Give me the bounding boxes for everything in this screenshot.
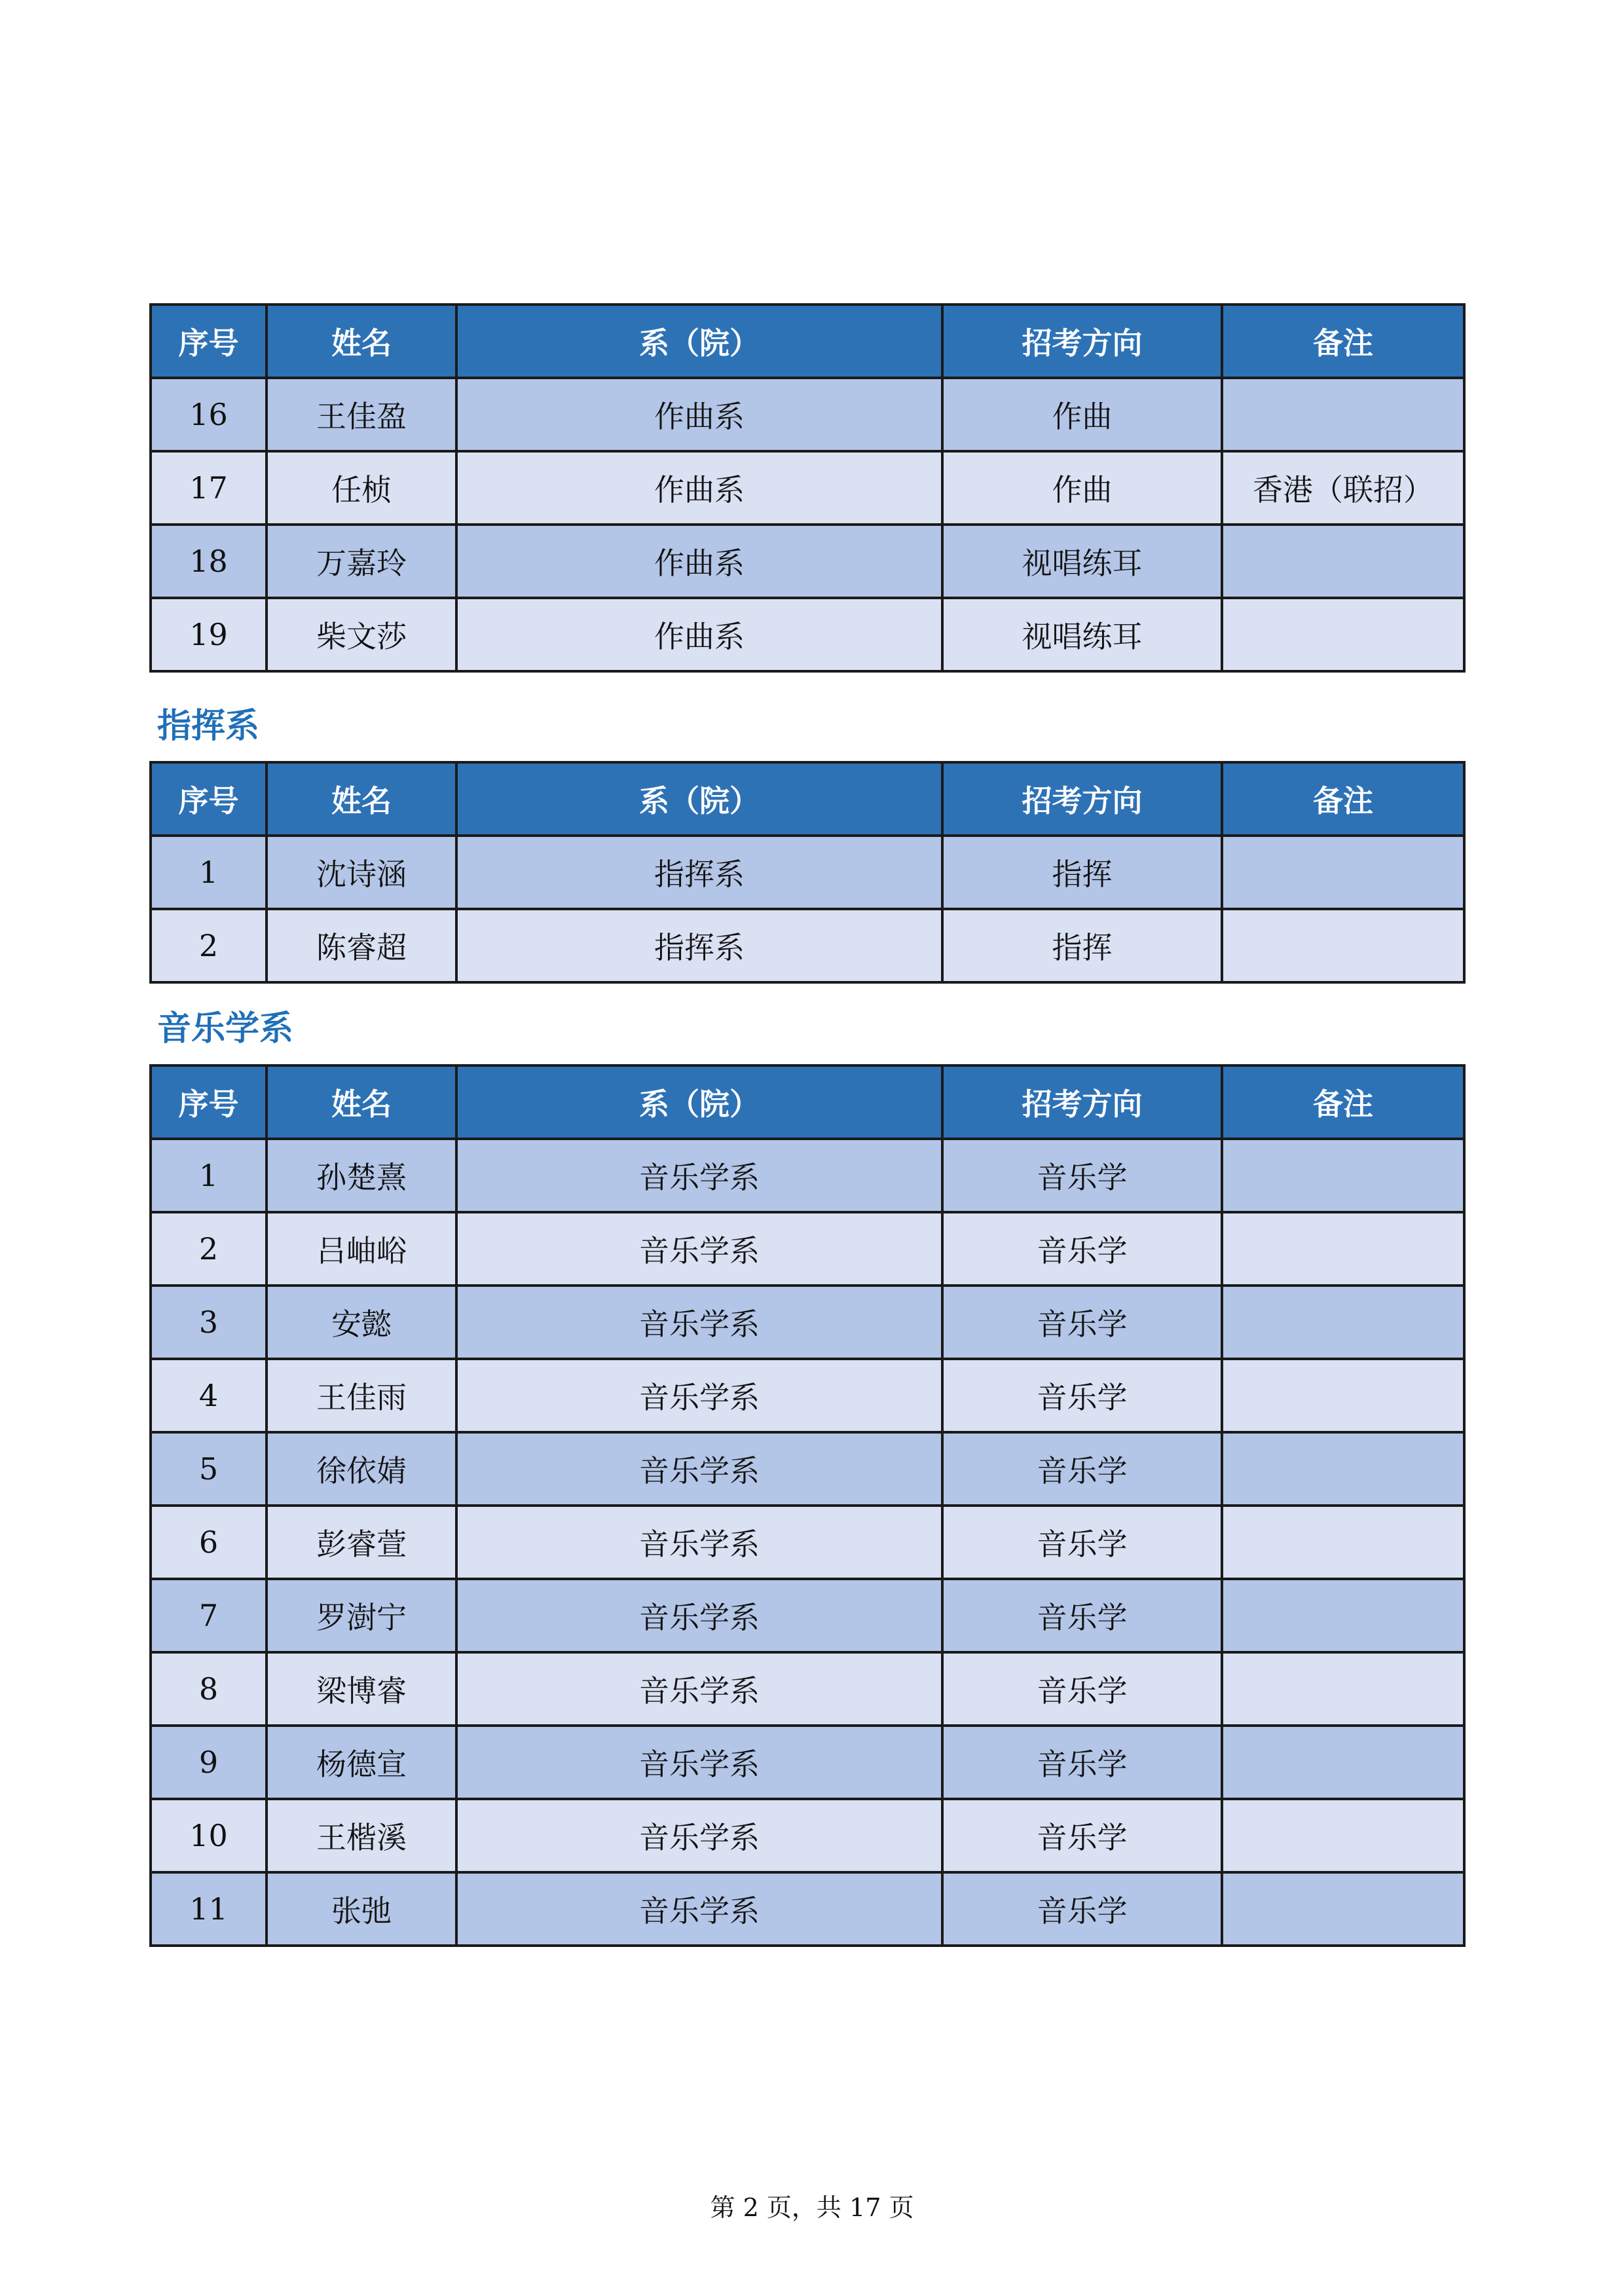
cell-department: 作曲系 (456, 525, 942, 598)
cell-direction: 作曲 (942, 451, 1222, 525)
cell-name: 徐依婧 (267, 1432, 456, 1506)
col-header-name: 姓名 (267, 762, 456, 836)
col-header-name: 姓名 (267, 1065, 456, 1139)
footer-suffix: 页 (889, 2193, 914, 2222)
composition-dept-table (149, 303, 1466, 673)
table-row (151, 1139, 1464, 1212)
table-row (151, 1359, 1464, 1432)
cell-index: 19 (151, 598, 267, 671)
table-row (151, 1212, 1464, 1286)
cell-index: 17 (151, 451, 267, 525)
cell-department: 音乐学系 (456, 1799, 942, 1872)
cell-direction: 音乐学 (942, 1506, 1222, 1579)
footer-prefix: 第 (710, 2193, 735, 2222)
cell-direction: 指挥 (942, 836, 1222, 909)
cell-name: 任桢 (267, 451, 456, 525)
cell-name: 彭睿萱 (267, 1506, 456, 1579)
cell-remarks (1222, 1506, 1464, 1579)
cell-name: 梁博睿 (267, 1652, 456, 1726)
cell-index: 7 (151, 1579, 267, 1652)
section-title-musicology: 音乐学系 (157, 1009, 294, 1048)
cell-name: 孙楚熹 (267, 1139, 456, 1212)
cell-name: 张弛 (267, 1872, 456, 1946)
cell-department: 音乐学系 (456, 1872, 942, 1946)
cell-remarks (1222, 909, 1464, 982)
cell-direction: 视唱练耳 (942, 525, 1222, 598)
cell-name: 安懿 (267, 1286, 456, 1359)
cell-remarks (1222, 1139, 1464, 1212)
cell-remarks (1222, 1359, 1464, 1432)
col-header-index: 序号 (151, 762, 267, 836)
footer-middle: 页，共 (766, 2193, 841, 2222)
cell-remarks (1222, 378, 1464, 451)
col-header-index: 序号 (151, 305, 267, 378)
cell-name: 万嘉玲 (267, 525, 456, 598)
page-footer (0, 2187, 1624, 2223)
cell-direction: 音乐学 (942, 1359, 1222, 1432)
cell-department: 音乐学系 (456, 1726, 942, 1799)
cell-department: 指挥系 (456, 836, 942, 909)
cell-name: 王佳雨 (267, 1359, 456, 1432)
cell-department: 指挥系 (456, 909, 942, 982)
table-row (151, 598, 1464, 671)
footer-total-pages: 17 (849, 2193, 881, 2222)
cell-remarks (1222, 525, 1464, 598)
col-header-department: 系（院） (456, 762, 942, 836)
cell-direction: 音乐学 (942, 1726, 1222, 1799)
table-row (151, 451, 1464, 525)
cell-index: 16 (151, 378, 267, 451)
cell-name: 陈睿超 (267, 909, 456, 982)
cell-direction: 音乐学 (942, 1799, 1222, 1872)
cell-department: 音乐学系 (456, 1652, 942, 1726)
col-header-name: 姓名 (267, 305, 456, 378)
cell-name: 沈诗涵 (267, 836, 456, 909)
table-row (151, 836, 1464, 909)
cell-index: 2 (151, 909, 267, 982)
cell-name: 吕岫峪 (267, 1212, 456, 1286)
col-header-remarks: 备注 (1222, 305, 1464, 378)
table-row (151, 378, 1464, 451)
cell-index: 9 (151, 1726, 267, 1799)
col-header-direction: 招考方向 (942, 1065, 1222, 1139)
cell-direction: 指挥 (942, 909, 1222, 982)
col-header-direction: 招考方向 (942, 305, 1222, 378)
table-row (151, 1506, 1464, 1579)
cell-index: 3 (151, 1286, 267, 1359)
cell-index: 1 (151, 1139, 267, 1212)
cell-remarks (1222, 1872, 1464, 1946)
table-header-row (151, 1065, 1464, 1139)
cell-index: 10 (151, 1799, 267, 1872)
cell-direction: 音乐学 (942, 1579, 1222, 1652)
col-header-department: 系（院） (456, 1065, 942, 1139)
cell-remarks (1222, 1286, 1464, 1359)
cell-remarks (1222, 1799, 1464, 1872)
cell-index: 5 (151, 1432, 267, 1506)
conducting-dept-table (149, 761, 1466, 984)
cell-direction: 音乐学 (942, 1139, 1222, 1212)
table-row (151, 1432, 1464, 1506)
cell-department: 音乐学系 (456, 1579, 942, 1652)
col-header-index: 序号 (151, 1065, 267, 1139)
cell-remarks (1222, 1212, 1464, 1286)
table-row (151, 1652, 1464, 1726)
cell-direction: 音乐学 (942, 1212, 1222, 1286)
table-row (151, 1799, 1464, 1872)
cell-index: 18 (151, 525, 267, 598)
table-row (151, 1872, 1464, 1946)
col-header-remarks: 备注 (1222, 762, 1464, 836)
col-header-department: 系（院） (456, 305, 942, 378)
cell-name: 柴文莎 (267, 598, 456, 671)
cell-remarks: 香港（联招） (1222, 451, 1464, 525)
cell-direction: 音乐学 (942, 1872, 1222, 1946)
cell-department: 作曲系 (456, 598, 942, 671)
section-title-conducting: 指挥系 (157, 707, 260, 746)
cell-remarks (1222, 1726, 1464, 1799)
cell-direction: 作曲 (942, 378, 1222, 451)
cell-name: 杨德宣 (267, 1726, 456, 1799)
cell-remarks (1222, 836, 1464, 909)
cell-index: 8 (151, 1652, 267, 1726)
cell-remarks (1222, 1652, 1464, 1726)
cell-remarks (1222, 1432, 1464, 1506)
cell-index: 11 (151, 1872, 267, 1946)
cell-department: 作曲系 (456, 451, 942, 525)
cell-department: 音乐学系 (456, 1286, 942, 1359)
cell-remarks (1222, 1579, 1464, 1652)
cell-remarks (1222, 598, 1464, 671)
cell-department: 音乐学系 (456, 1506, 942, 1579)
table-row (151, 1726, 1464, 1799)
cell-index: 6 (151, 1506, 267, 1579)
cell-name: 王佳盈 (267, 378, 456, 451)
col-header-direction: 招考方向 (942, 762, 1222, 836)
cell-department: 音乐学系 (456, 1432, 942, 1506)
cell-department: 音乐学系 (456, 1139, 942, 1212)
table-row (151, 909, 1464, 982)
cell-department: 音乐学系 (456, 1359, 942, 1432)
cell-direction: 视唱练耳 (942, 598, 1222, 671)
cell-direction: 音乐学 (942, 1652, 1222, 1726)
cell-index: 2 (151, 1212, 267, 1286)
footer-current-page: 2 (743, 2193, 759, 2222)
cell-name: 罗澍宁 (267, 1579, 456, 1652)
cell-index: 4 (151, 1359, 267, 1432)
cell-direction: 音乐学 (942, 1286, 1222, 1359)
table-row (151, 525, 1464, 598)
table-row (151, 1286, 1464, 1359)
cell-department: 音乐学系 (456, 1212, 942, 1286)
musicology-dept-table (149, 1064, 1466, 1947)
cell-department: 作曲系 (456, 378, 942, 451)
cell-direction: 音乐学 (942, 1432, 1222, 1506)
table-header-row (151, 305, 1464, 378)
table-row (151, 1579, 1464, 1652)
cell-index: 1 (151, 836, 267, 909)
table-header-row (151, 762, 1464, 836)
cell-name: 王楷溪 (267, 1799, 456, 1872)
col-header-remarks: 备注 (1222, 1065, 1464, 1139)
